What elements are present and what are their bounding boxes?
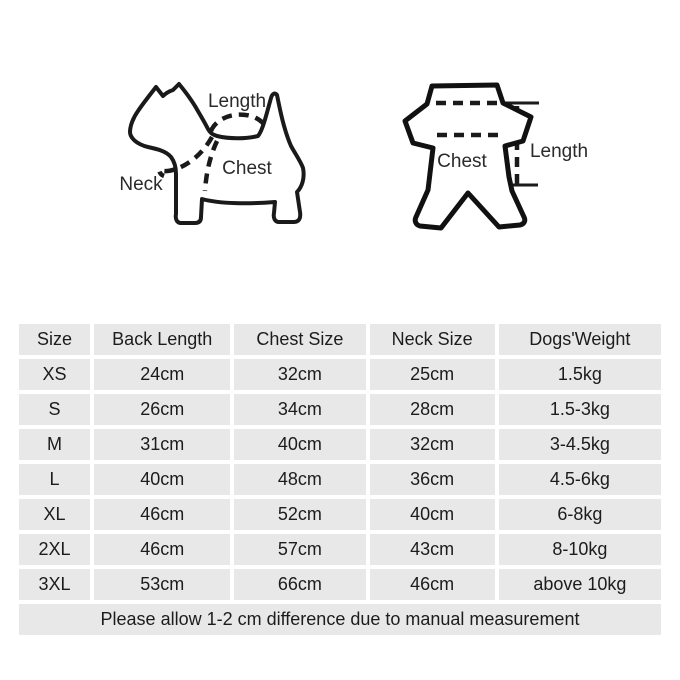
- garment-chest-label: Chest: [437, 151, 487, 172]
- table-row-xl: [19, 499, 661, 530]
- col-header-dogs-weight: Dogs'Weight: [499, 324, 661, 355]
- cell-chest-size: 32cm: [234, 359, 365, 390]
- cell-weight: 4.5-6kg: [499, 464, 661, 495]
- cell-weight: 1.5kg: [499, 359, 661, 390]
- dog-diagram: [119, 84, 303, 223]
- dog-length-label: Length: [207, 91, 267, 112]
- table-row-xs: [19, 359, 661, 390]
- col-header-size: Size: [19, 324, 90, 355]
- cell-size: 2XL: [19, 534, 90, 565]
- cell-chest-size: 57cm: [234, 534, 365, 565]
- cell-neck-size: 25cm: [370, 359, 495, 390]
- dog-neck-label: Neck: [119, 174, 163, 195]
- cell-neck-size: 32cm: [370, 429, 495, 460]
- cell-back-length: 31cm: [94, 429, 230, 460]
- cell-back-length: 53cm: [94, 569, 230, 600]
- size-table: [15, 320, 665, 639]
- cell-back-length: 26cm: [94, 394, 230, 425]
- cell-neck-size: 43cm: [370, 534, 495, 565]
- table-note-row: [19, 604, 661, 635]
- cell-back-length: 40cm: [94, 464, 230, 495]
- cell-weight: 3-4.5kg: [499, 429, 661, 460]
- table-row-s: [19, 394, 661, 425]
- cell-size: XS: [19, 359, 90, 390]
- cell-weight: 8-10kg: [499, 534, 661, 565]
- garment-diagram: [405, 85, 588, 228]
- garment-length-label: Length: [529, 141, 589, 162]
- size-table-header-row: [19, 324, 661, 355]
- cell-chest-size: 52cm: [234, 499, 365, 530]
- table-row-3xl: [19, 569, 661, 600]
- table-row-m: [19, 429, 661, 460]
- cell-weight: 6-8kg: [499, 499, 661, 530]
- cell-chest-size: 40cm: [234, 429, 365, 460]
- cell-size: S: [19, 394, 90, 425]
- cell-neck-size: 40cm: [370, 499, 495, 530]
- cell-chest-size: 48cm: [234, 464, 365, 495]
- cell-neck-size: 36cm: [370, 464, 495, 495]
- table-row-l: [19, 464, 661, 495]
- cell-weight: above 10kg: [499, 569, 661, 600]
- cell-back-length: 46cm: [94, 499, 230, 530]
- cell-back-length: 46cm: [94, 534, 230, 565]
- measurement-diagrams: [0, 0, 680, 310]
- col-header-neck-size: Neck Size: [370, 324, 495, 355]
- cell-weight: 1.5-3kg: [499, 394, 661, 425]
- col-header-back-length: Back Length: [94, 324, 230, 355]
- col-header-chest-size: Chest Size: [234, 324, 365, 355]
- table-row-2xl: [19, 534, 661, 565]
- cell-size: XL: [19, 499, 90, 530]
- cell-back-length: 24cm: [94, 359, 230, 390]
- dog-chest-label: Chest: [222, 158, 272, 179]
- cell-neck-size: 28cm: [370, 394, 495, 425]
- cell-size: M: [19, 429, 90, 460]
- cell-neck-size: 46cm: [370, 569, 495, 600]
- dog-back-length-line: [211, 115, 267, 131]
- measurement-note: Please allow 1-2 cm difference due to manual measurement: [19, 604, 661, 635]
- cell-chest-size: 34cm: [234, 394, 365, 425]
- cell-chest-size: 66cm: [234, 569, 365, 600]
- cell-size: 3XL: [19, 569, 90, 600]
- cell-size: L: [19, 464, 90, 495]
